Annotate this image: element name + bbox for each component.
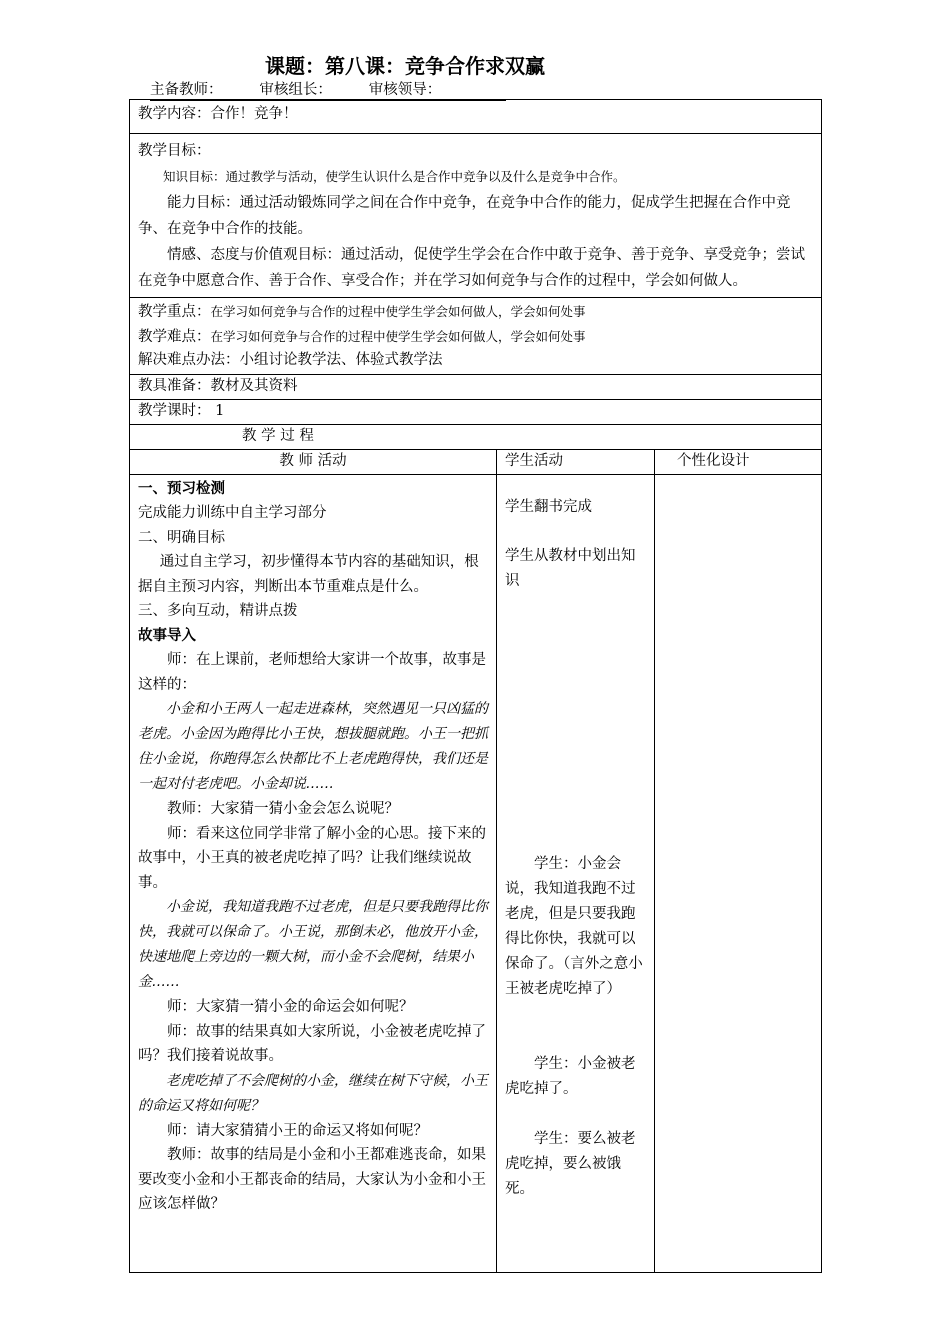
goals-heading: 教学目标： (138, 143, 211, 159)
row-key-points (130, 298, 822, 375)
row-process-body (130, 474, 822, 1272)
student-answer-5: 学生：要么被老虎吃掉，要么被饿死。 (505, 1130, 636, 1197)
teacher-activity-cell (130, 474, 497, 1272)
teaching-hours: 教学课时： 1 (138, 402, 225, 419)
student-activity-cell (497, 474, 655, 1272)
key-point (138, 300, 813, 325)
teacher-line-7: 教师：故事的结局是小金和小王都难逃丧命，如果要改变小金和小王都丧命的结局，大家认为小金和小王应该怎样做？ (138, 1147, 486, 1212)
teacher-line-2: 教师：大家猜一猜小金会怎么说呢？ (167, 801, 399, 817)
solution: 解决难点办法：小组讨论教学法、体验式教学法 (138, 352, 443, 368)
row-content (130, 100, 822, 134)
row-column-headers (130, 449, 822, 474)
teacher-line-1: 师：在上课前，老师想给大家讲一个故事，故事是这样的： (138, 652, 486, 693)
teacher-line-4: 师：大家猜一猜小金的命运会如何呢？ (167, 999, 414, 1015)
section-1-text: 完成能力训练中自主学习部分 (138, 505, 327, 521)
student-answer-2: 学生从教材中划出知识 (505, 547, 636, 589)
process-heading: 教 学 过 程 (242, 427, 314, 444)
story-intro-title: 故事导入 (138, 627, 196, 644)
teaching-tools: 教具准备：教材及其资料 (138, 377, 298, 394)
col-student-header: 学生活动 (497, 449, 655, 474)
goal-emotion: 情感、态度与价值观目标：通过活动，促使学生学会在合作中敢于竞争、善于竞争、享受竞争；尝试在竞争中愿意合作、善于合作、享受合作；并在学习如何竞争与合作的过程中，学会如何做人。 (138, 247, 805, 289)
col-personal-header: 个性化设计 (655, 449, 822, 474)
goal-ability: 能力目标：通过活动锻炼同学之间在合作中竞争，在竞争中合作的能力，促成学生把握在合作中竞争、在竞争中合作的技能。 (138, 195, 791, 237)
student-answer-4: 学生：小金被老虎吃掉了。 (505, 1055, 636, 1097)
teacher-line-3: 师：看来这位同学非常了解小金的心思。接下来的故事中，小王真的被老虎吃掉了吗？让我们继续说故事。 (138, 825, 486, 891)
row-process (130, 424, 822, 449)
section-1-title: 一、预习检测 (138, 480, 225, 497)
author-info-line: 主备教师： 审核组长： 审核领导： (150, 78, 506, 101)
key-point-text: 在学习如何竞争与合作的过程中使学生学会如何做人，学会如何处事 (210, 304, 586, 319)
section-2-title: 二、明确目标 (138, 529, 225, 546)
difficult-point-text: 在学习如何竞争与合作的过程中使学生学会如何做人，学会如何处事 (210, 328, 586, 344)
section-3-title: 三、多向互动，精讲点拨 (138, 603, 298, 619)
story-part-2: 小金说，我知道我跑不过老虎，但是只要我跑得比你快，我就可以保命了。小王说，那倒未必，他放开小金，快速地爬上旁边的一颗大树，而小金不会爬树，结果小金…… (138, 899, 488, 990)
difficult-point (138, 325, 813, 350)
col-teacher-header: 教 师 活动 (130, 449, 497, 474)
difficult-point-label: 教学难点： (138, 328, 211, 345)
personal-design-cell (655, 474, 822, 1272)
key-point-label: 教学重点： (138, 304, 211, 320)
row-tools (130, 374, 822, 399)
teacher-line-5: 师：故事的结果真如大家所说，小金被老虎吃掉了吗？我们接着说故事。 (138, 1023, 486, 1064)
student-answer-3: 学生：小金会说，我知道我跑不过老虎，但是只要我跑得比你快，我就可以保命了。（言外之意小王被老虎吃掉了） (505, 855, 643, 997)
goal-knowledge: 知识目标：通过教学与活动，使学生认识什么是合作中竞争以及什么是竞争中合作。 (163, 169, 626, 184)
teacher-line-6: 师：请大家猜猜小王的命运又将如何呢？ (167, 1122, 428, 1139)
lesson-plan-table (129, 99, 822, 1273)
page-title: 课题：第八课：竞争合作求双赢 (265, 54, 545, 78)
row-hours (130, 399, 822, 424)
row-goals (130, 134, 822, 298)
teaching-content: 教学内容：合作！竞争！ (138, 106, 298, 122)
student-answer-1: 学生翻书完成 (505, 498, 592, 515)
story-part-3: 老虎吃掉了不会爬树的小金，继续在树下守候，小王的命运又将如何呢？ (138, 1072, 488, 1114)
section-2-text: 通过自主学习，初步懂得本节内容的基础知识，根据自主预习内容，判断出本节重难点是什么。 (138, 554, 479, 595)
story-part-1: 小金和小王两人一起走进森林，突然遇见一只凶猛的老虎。小金因为跑得比小王快，想拔腿就跑。小王一把抓住小金说，你跑得怎么快都比不上老虎跑得快，我们还是一起对付老虎吧。小金却说…… (138, 701, 488, 792)
